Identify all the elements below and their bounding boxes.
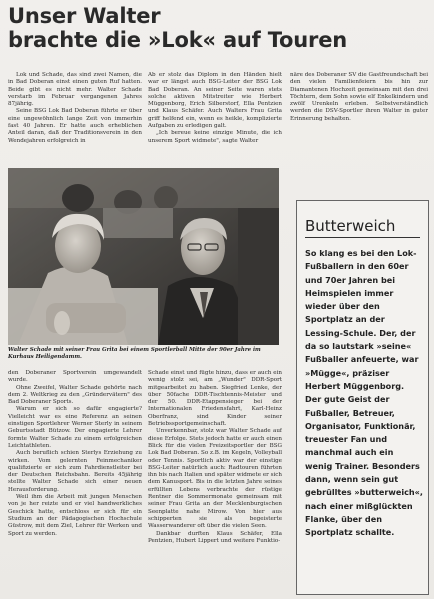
paragraph: Schade einst und fügte hinzu, dass er auch ein wenig stolz sei, am „Wunder" DDR-Sport mitgearbeitet zu haben. Siegfried Lenke, der über 50fache DDR-Tischtennis-Meister und der 50. DDR-Etappensieger bei der Internationalen Friedensfahrt, Karl-Heinz Oberfranz, sind Kinder seiner Betriebssportgemeinschaft. bbox=[148, 370, 282, 428]
paragraph: Unverkennbar, stolz war Walter Schade auf diese Erfolge. Stets jedoch hatte er auch einen Blick für die vielen Freizeitsportler der BSG Lok Bad Doberan. So z.B. im Kegeln, Volleyball oder Tennis. Sportlich aktiv war der einstige BSG-Leiter natürlich auch: Radtouren führten ihn bis nach Italien und später widmete er sich dem Kanusport. Bis in die letzten Jahre seines erfüllten Lebens verbrachte der rüstige Rentner die Sommermonate gemeinsam mit seiner Frau Grita an der Mecklenburgischen Seenplatte nahe Mirow. Von hier aus schipperten sie als begeisterte Wasserwanderer oft über die vielen Seen. bbox=[148, 428, 282, 530]
paragraph: näre des Doberaner SV die Gastfreundschaft bei den vielen Familienfeiern bis hin zur Diamantenen Hochzeit gemeinsam mit den drei Töchtern, dem Sohn sowie elf Enkelkindern und zwölf Urenkeln erleben. Selbstverständlich werden die DSV-Sportler ihren Walter in guter Erinnerung behalten. bbox=[290, 72, 428, 122]
photo-caption: Walter Schade mit seiner Frau Grita bei einem Sportlerball Mitte der 90er Jahre im Kurhaus Heiligendamm. bbox=[8, 347, 261, 360]
photo-walter-and-grita-schade bbox=[8, 168, 279, 345]
paragraph: „Ich bereue keine einzige Minute, die ich unserem Sport widmete", sagte Walter bbox=[148, 130, 282, 144]
paragraph: Ohne Zweifel, Walter Schade gehörte nach dem 2. Weltkrieg zu den „Gründervätern" des Bad Doberaner Sports. bbox=[8, 384, 142, 406]
sidebar-box-divider bbox=[305, 237, 420, 238]
paragraph: Auch beruflich schien Sterlys Erziehung zu wirken. Vom gelernten Feinmechaniker qualifizierte er sich zum Fahrdienstleiter bei der Deutschen Reichsbahn. Bereits 45jährig stellte Walter Schade sich einer neuen Herausforderung. bbox=[8, 450, 142, 493]
photo-illustration bbox=[8, 168, 279, 345]
article-column-3 bbox=[290, 72, 428, 162]
paragraph: Ab er stolz das Diplom in den Händen hielt war er längst auch BSG-Leiter der BSG Lok Bad Doberan. An seiner Seite waren stets solche aktiven Mitstreiter wie Herbert Müggenborg, Erich Silberstorf, Ella Pentzien und Klaus Schäfer. Auch Walters Frau Grita griff helfend ein, wenn es heikle, komplizierte Aufgaben zu erledigen galt. bbox=[148, 72, 282, 130]
article-column-5 bbox=[148, 370, 282, 592]
article-column-2 bbox=[148, 72, 282, 162]
paragraph: Weil ihm die Arbeit mit jungen Menschen von je her reizte und er viel handwerkliches Geschick hatte, entschloss er sich für ein Studium an der Pädagogischen Hochschule Güstrow, mit dem Ziel, Lehrer für Werken und Sport zu werden. bbox=[8, 494, 142, 537]
article-column-4 bbox=[8, 370, 142, 592]
paragraph: Warum er sich so dafür engagierte? Vielleicht war es eine Referenz an seinen einstigen Sportlehrer Werner Sterly in seinem Geburtsstadt Bützow. Der engagierte Lehrer formte Walter Schade zu einem erfolgreichen Leichtathleten. bbox=[8, 406, 142, 449]
paragraph: Dankbar durften Klaus Schäfer, Ella Pentzien, Hubert Lippert und weitere Funktio- bbox=[148, 530, 282, 544]
headline bbox=[8, 4, 428, 52]
paragraph: Seine BSG Lok Bad Doberan führte er über eine ungewöhnlich lange Zeit von immerhin fast 40 Jahren. Er hatte auch erheblichen Anteil daran, daß der Traditionsverein in den Wendejahren erfolgreich in bbox=[8, 108, 142, 144]
paragraph: Lok und Schade, das sind zwei Namen, die in Bad Doberan einst einen guten Ruf hatten. Beide gibt es nicht mehr. Walter Schade verstarb im Februar vergangenen Jahres 87jährig. bbox=[8, 72, 142, 108]
sidebar-box-text: So klang es bei den Lok-Fußballern in den 60er und 70er Jahren bei Heimspielen immer wieder über den Sportplatz an der Lessing-Schule. Der, der da so lautstark »seine« Fußballer anfeuerte, war »Mügge«, präziser Herbert Müggenborg. Der gute Geist der Fußballer, Betreuer, Organisator, Funktionär, treuester Fan und manchmal auch ein wenig Trainer. Besonders dann, wenn sein gut gebrülltes »butterweich«, nach einer mißglückten Flanke, über den Sportplatz schallte. bbox=[305, 248, 423, 538]
sidebar-box-title: Butterweich bbox=[305, 217, 396, 235]
article-column-1 bbox=[8, 72, 142, 162]
paragraph: den Doberaner Sportverein umgewandelt wurde. bbox=[8, 370, 142, 384]
sidebar-box-butterweich bbox=[296, 200, 429, 595]
headline-line-1: Unser Walter bbox=[8, 4, 161, 28]
headline-line-2: brachte die »Lok« auf Touren bbox=[8, 28, 347, 52]
